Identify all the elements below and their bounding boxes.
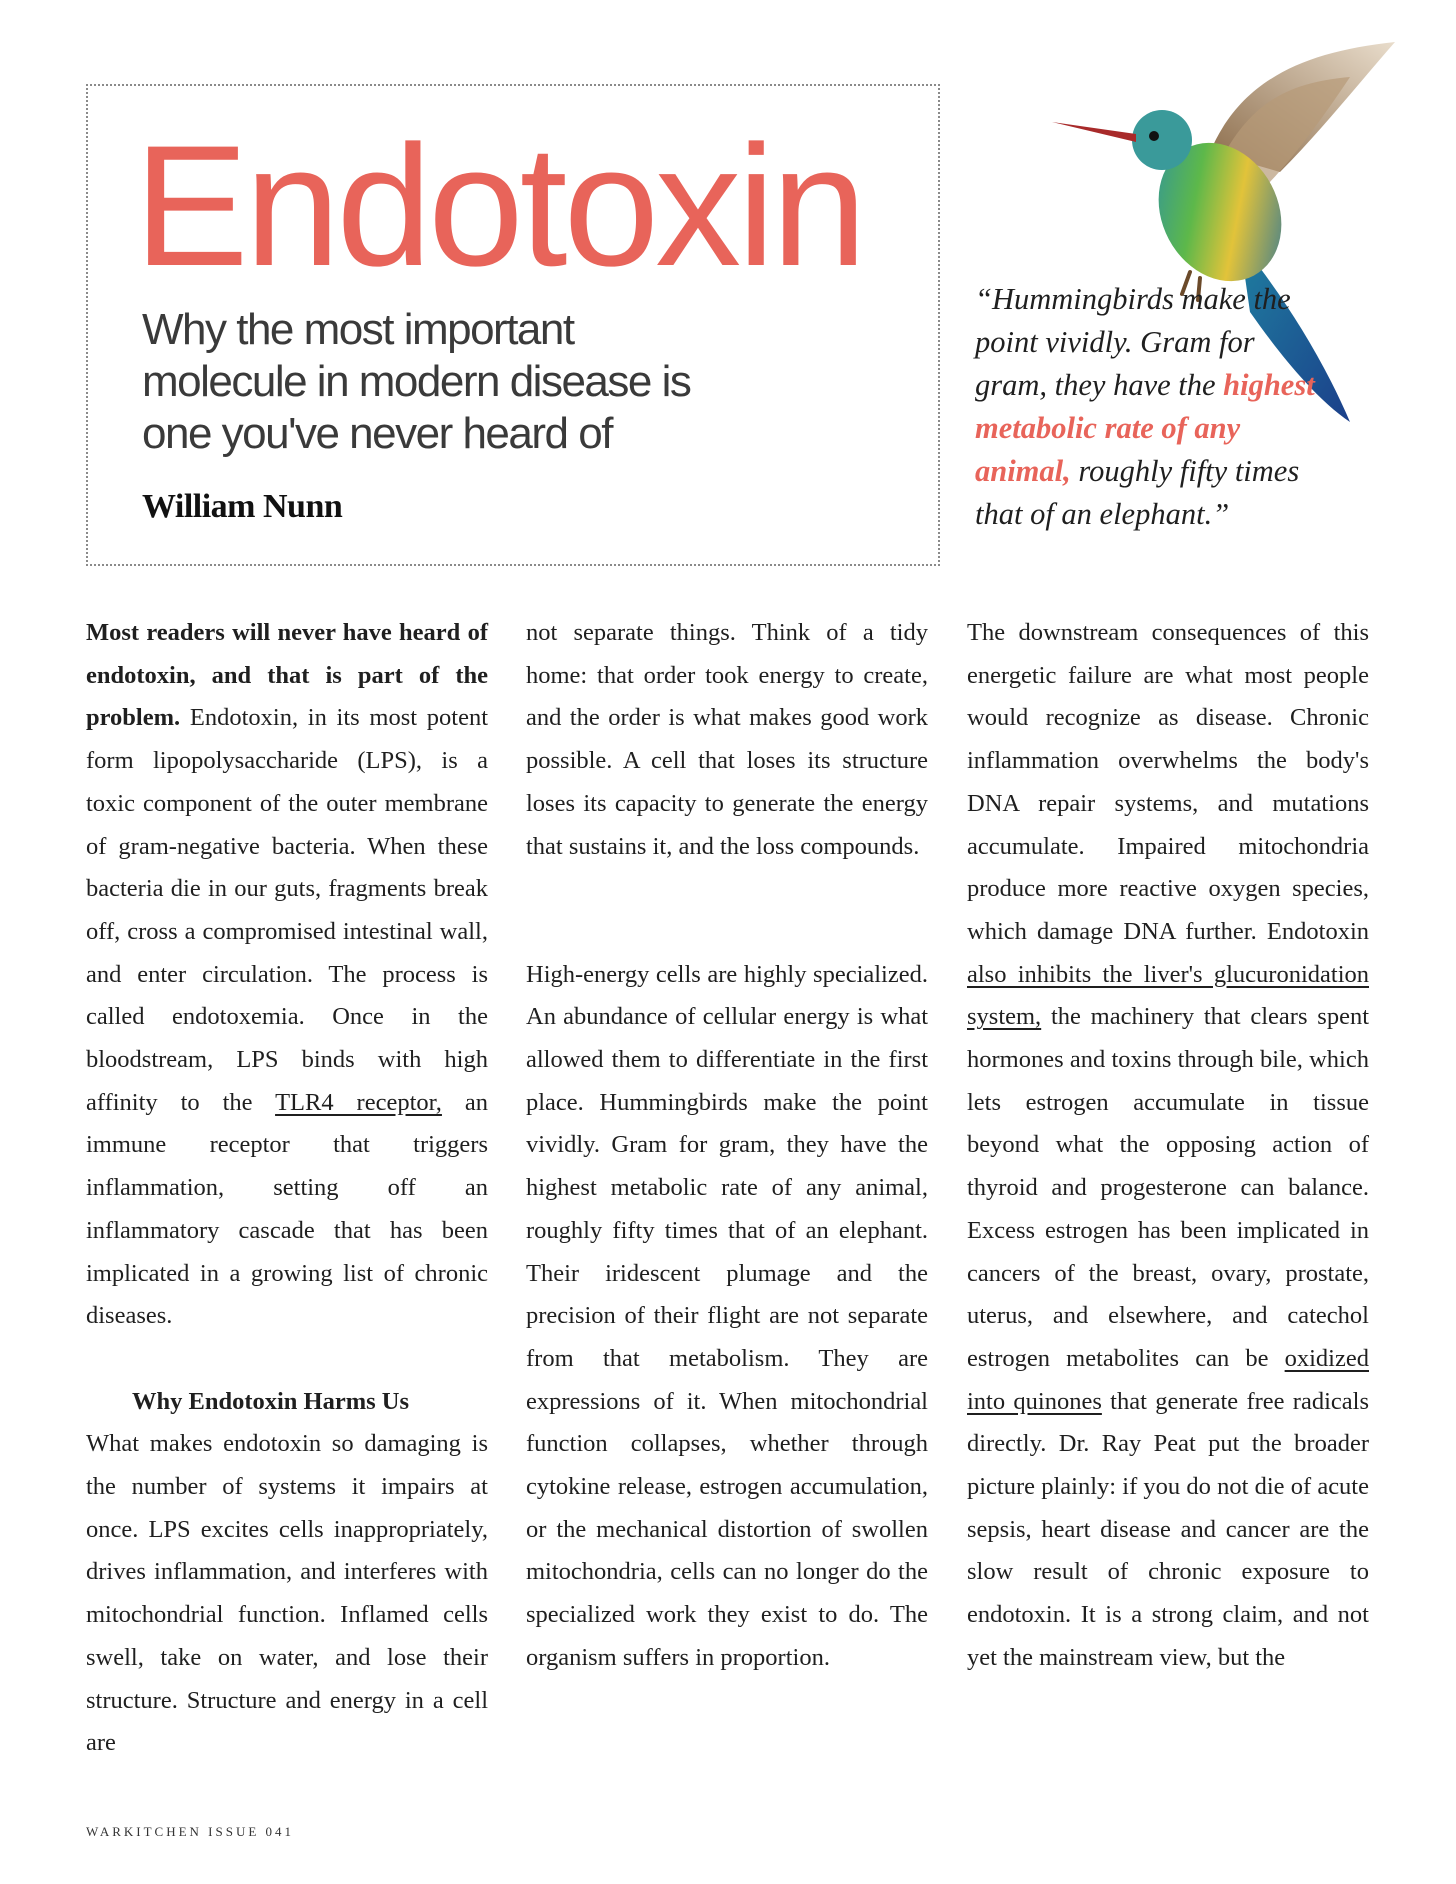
pull-quote-highlight: highest metabolic rate of any animal, — [975, 368, 1315, 488]
intro-paragraph: Most readers will never have heard of endotoxin, and that is part of the problem. Endotoxin, in its most potent form lipopolysaccharide (LPS), is a toxic component of the outer membrane of gram-negative bacteria. When these bacteria die in our guts, fragments break off, cross a compromised intestinal wall, and enter circulation. The process is called endotoxemia. Once in the bloodstream, LPS binds with high affinity to the TLR4 receptor, an immune receptor that triggers inflammation, setting off an inflammatory cascade that has been implicated in a growing list of chronic diseases. — [86, 619, 489, 1330]
article-title: Endotoxin — [134, 110, 864, 302]
tlr4-receptor-link[interactable]: TLR4 receptor, — [275, 1088, 442, 1116]
column-3 — [967, 612, 1369, 1680]
body-paragraph: High-energy cells are highly specialized. An abundance of cellular energy is what allowed them to differentiate in the first place. Hummingbirds make the point vividly. Gram for gram, they have the highest metabolic rate of any animal, roughly fifty times that of an elephant. Their iridescent plumage and the precision of their flight are not separate from that metabolism. They are expressions of it. When mitochondrial function collapses, whether through cytokine release, estrogen accumulation, or the mechanical distortion of swollen mitochondria, cells can no longer do the specialized work they exist to do. The organism suffers in proportion. — [526, 960, 928, 1671]
quinones-link[interactable]: oxidized into quinones — [967, 1344, 1369, 1415]
column-1 — [86, 612, 488, 1765]
author-name: William Nunn — [142, 488, 343, 525]
body-paragraph: not separate things. Think of a tidy home: that order took energy to create, and the order is what makes good work possible. A cell that loses its structure loses its capacity to generate the energy that sustains it, and the loss compounds. — [526, 619, 928, 860]
column-2 — [526, 612, 928, 1680]
article-subtitle: Why the most important molecule in modern disease is one you've never heard of — [142, 305, 691, 458]
body-paragraph: What makes endotoxin so damaging is the number of systems it impairs at once. LPS excites cells inappropriately, drives inflammation, and interferes with mitochondrial function. Inflamed cells swell, take on water, and lose their structure. Structure and energy in a cell are — [86, 1430, 488, 1757]
body-paragraph: The downstream consequences of this energetic failure are what most people would recognize as disease. Chronic inflammation overwhelms the body's DNA repair systems, and mutations accumulate. Impaired mitochondria produce more reactive oxygen species, which damage DNA further. Endotoxin also inhibits the liver's glucuronidation system, the machinery that clears spent hormones and toxins through bile, which lets estrogen accumulate in tissue beyond what the opposing action of thyroid and progesterone can balance. Excess estrogen has been implicated in cancers of the breast, ovary, prostate, uterus, and elsewhere, and catechol estrogen metabolites can be oxidized into quinones that generate free radicals directly. Dr. Ray Peat put the broader picture plainly: if you do not die of acute sepsis, heart disease and cancer are the slow result of chronic exposure to endotoxin. It is a strong claim, and not yet the mainstream view, but the — [967, 619, 1369, 1671]
lead-sentence: Most readers will never have heard of endotoxin, and that is part of the problem. — [86, 619, 488, 732]
glucuronidation-link[interactable]: also inhibits the liver's glucuronidation system, — [967, 960, 1369, 1031]
pull-quote: “Hummingbirds make the point vividly. Gram for gram, they have the highest metabolic rate of any animal, roughly fifty times that of an elephant.” — [975, 282, 1315, 531]
issue-footer: WARKITCHEN ISSUE 041 — [86, 1824, 295, 1839]
section-heading: Why Endotoxin Harms Us — [132, 1387, 410, 1415]
